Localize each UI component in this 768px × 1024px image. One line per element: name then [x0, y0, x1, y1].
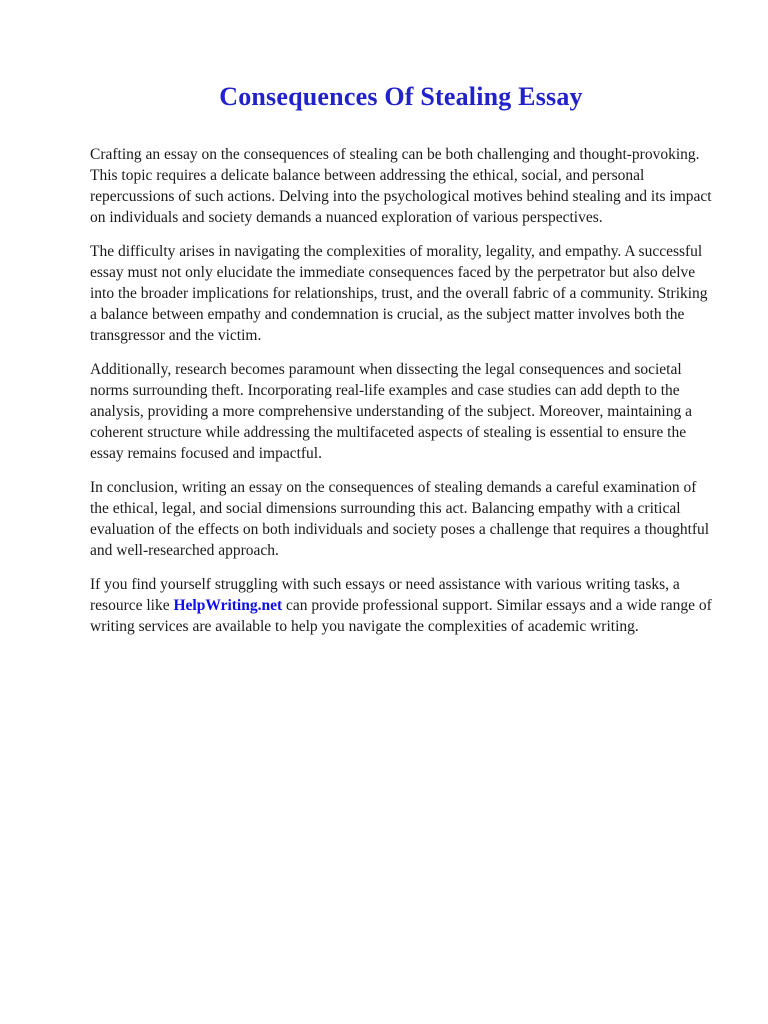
helpwriting-link[interactable]: HelpWriting.net — [173, 597, 283, 614]
paragraph-5 — [90, 574, 715, 637]
paragraph-3: Additionally, research becomes paramount when dissecting the legal consequences and societal norms surrounding theft. Incorporating real-life examples and case studies can add depth to the analysis, providing a more comprehensive understanding of the subject. Moreover, maintaining a coherent structure while addressing the multifaceted aspects of stealing is essential to ensure the essay remains focused and impactful. — [90, 361, 692, 462]
paragraph-5-after-link: can provide professional support. Similar essays and a wide range of writing services are available to help you navigate the complexities of academic writing. — [90, 597, 712, 635]
essay-body — [90, 144, 715, 637]
paragraph-4: In conclusion, writing an essay on the consequences of stealing demands a careful examination of the ethical, legal, and social dimensions surrounding this act. Balancing empathy with a critical evaluation of the effects on both individuals and society poses a challenge that requires a thoughtful and well-researched approach. — [90, 479, 710, 559]
page-title: Consequences Of Stealing Essay — [219, 82, 583, 111]
paragraph-1: Crafting an essay on the consequences of stealing can be both challenging and thought-provoking. This topic requires a delicate balance between addressing the ethical, social, and personal repercussions of such actions. Delving into the psychological motives behind stealing and its impact on individuals and society demands a nuanced exploration of various perspectives. — [90, 146, 712, 226]
paragraph-5-before-link: If you find yourself struggling with such essays or need assistance with various writing tasks, a resource like — [90, 576, 680, 614]
paragraph-2: The difficulty arises in navigating the complexities of morality, legality, and empathy. A successful essay must not only elucidate the immediate consequences faced by the perpetrator but also delve into the broader implications for relationships, trust, and the overall fabric of a community. Striking a balance between empathy and condemnation is crucial, as the subject matter involves both the transgressor and the victim. — [90, 243, 708, 344]
